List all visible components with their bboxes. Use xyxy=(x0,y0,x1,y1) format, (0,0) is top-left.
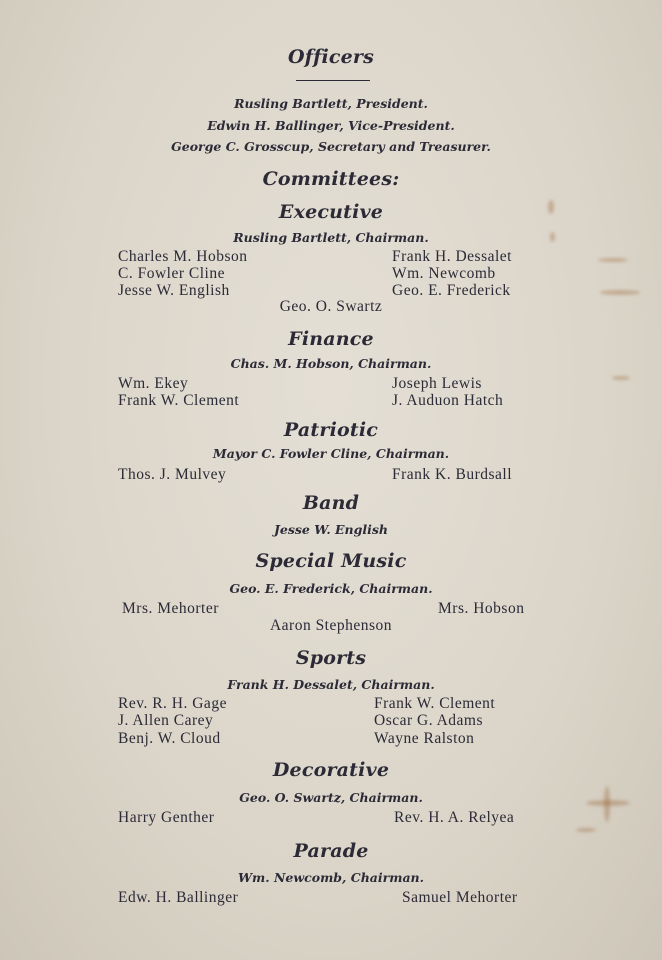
special-music-member: Mrs. Mehorter xyxy=(122,600,219,617)
officer-line: George C. Grosscup, Secretary and Treasurer. xyxy=(171,139,491,154)
parade-member: Samuel Mehorter xyxy=(402,889,518,906)
stain-mark xyxy=(600,290,640,295)
executive-chairman: Rusling Bartlett, Chairman. xyxy=(233,230,429,245)
sports-chairman: Frank H. Dessalet, Chairman. xyxy=(227,677,435,692)
patriotic-member: Thos. J. Mulvey xyxy=(118,466,227,483)
executive-member: Wm. Newcomb xyxy=(392,265,496,282)
special-music-member: Aaron Stephenson xyxy=(269,617,393,634)
decorative-chairman: Geo. O. Swartz, Chairman. xyxy=(239,790,423,805)
stain-mark xyxy=(612,376,630,380)
patriotic-member: Frank K. Burdsall xyxy=(392,466,513,483)
sports-member: Benj. W. Cloud xyxy=(118,730,221,747)
sports-member: Wayne Ralston xyxy=(374,730,475,747)
finance-member: Frank W. Clement xyxy=(118,392,240,409)
sports-member: Oscar G. Adams xyxy=(374,712,484,729)
committees-heading: Committees: xyxy=(262,168,400,190)
finance-chairman: Chas. M. Hobson, Chairman. xyxy=(230,356,432,371)
executive-member: Geo. E. Frederick xyxy=(392,282,511,299)
patriotic-chairman: Mayor C. Fowler Cline, Chairman. xyxy=(212,446,450,461)
executive-member: Geo. O. Swartz xyxy=(279,298,383,315)
sports-member: Rev. R. H. Gage xyxy=(118,695,227,712)
finance-member: Wm. Ekey xyxy=(118,375,189,392)
band-chairman: Jesse W. English xyxy=(273,522,389,537)
decorative-heading: Decorative xyxy=(272,759,390,781)
heading-divider xyxy=(296,80,370,81)
officer-line: Edwin H. Ballinger, Vice-President. xyxy=(207,118,455,133)
finance-heading: Finance xyxy=(288,328,374,350)
executive-heading: Executive xyxy=(278,201,384,223)
patriotic-heading: Patriotic xyxy=(283,419,379,441)
finance-member: Joseph Lewis xyxy=(392,375,482,392)
stain-mark xyxy=(576,828,596,832)
parade-chairman: Wm. Newcomb, Chairman. xyxy=(238,870,424,885)
band-heading: Band xyxy=(302,492,360,514)
executive-member: Jesse W. English xyxy=(118,282,230,299)
finance-member: J. Auduon Hatch xyxy=(392,392,504,409)
sports-member: J. Allen Carey xyxy=(118,712,214,729)
special-music-heading: Special Music xyxy=(255,550,407,572)
decorative-member: Rev. H. A. Relyea xyxy=(394,809,515,826)
executive-member: Frank H. Dessalet xyxy=(392,248,512,265)
stain-mark xyxy=(598,258,628,262)
special-music-member: Mrs. Hobson xyxy=(438,600,525,617)
executive-member: C. Fowler Cline xyxy=(118,265,225,282)
parade-heading: Parade xyxy=(293,840,369,862)
parade-member: Edw. H. Ballinger xyxy=(118,889,239,906)
executive-member: Charles M. Hobson xyxy=(118,248,248,265)
special-music-chairman: Geo. E. Frederick, Chairman. xyxy=(229,581,433,596)
officers-heading: Officers xyxy=(287,46,375,68)
officer-line: Rusling Bartlett, President. xyxy=(234,96,428,111)
decorative-member: Harry Genther xyxy=(118,809,215,826)
sports-heading: Sports xyxy=(295,647,367,669)
sports-member: Frank W. Clement xyxy=(374,695,496,712)
